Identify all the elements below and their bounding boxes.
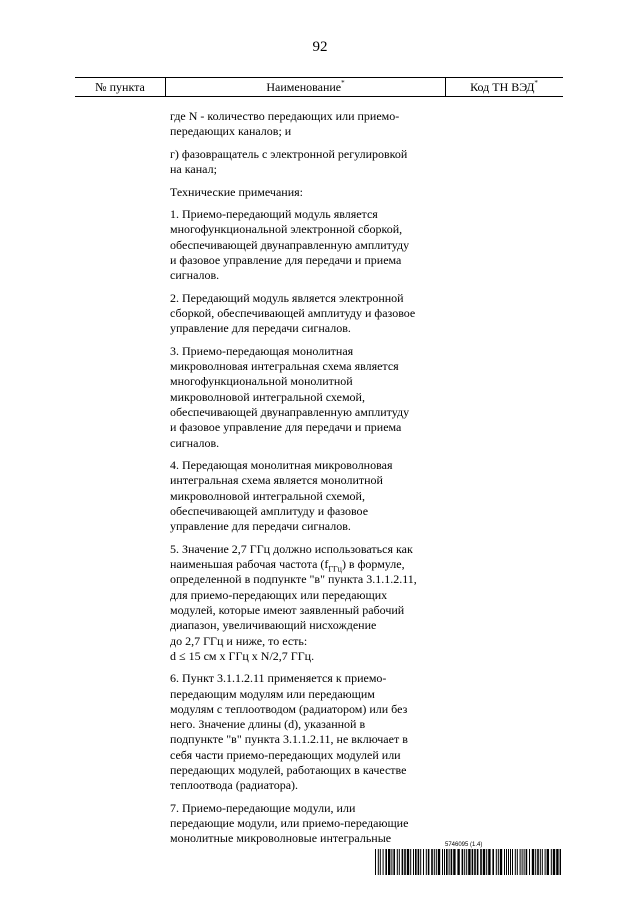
barcode-area: [375, 842, 561, 880]
paragraph: 4. Передающая монолитная микроволновая интегральная схема является монолитной микроволновой интегральной схемой, обеспечивающей амплитуду и фазовое управление для передачи сигналов.: [170, 458, 393, 534]
footnote-mark: *: [534, 79, 538, 87]
paragraph: 2. Передающий модуль является электронной сборкой, обеспечивающей амплитуду и фазовое управление для передачи сигналов.: [170, 290, 416, 336]
note-5-line: наименьшая рабочая частота (f: [170, 557, 329, 572]
table-header: [75, 77, 563, 97]
paragraph: г) фазовращатель с электронной регулировкой на канал;: [170, 146, 408, 177]
paragraph: 7. Приемо-передающие модули, или передающие модули, или приемо-передающие монолитные микроволновые интегральные: [170, 800, 409, 846]
note-5-text: определенной в подпункте "в" пункта 3.1.1.2.11, для приемо-передающих или передающих модулей, которые имеют заявленный рабочий диапазон, увеличивающий нисхождение до 2,7 ГГц и ниже, то есть:: [170, 572, 417, 648]
note-5-line: ) в формуле,: [341, 557, 405, 572]
paragraph: 1. Приемо-передающий модуль является многофункциональной электронной сборкой, обеспечивающей двунаправленную амплитуду и фазовое управление для передачи и приема сигналов.: [170, 207, 410, 283]
paragraph: 6. Пункт 3.1.1.2.11 применяется к приемо- передающим модулям или передающим модулям с теплоотводом (радиатором) или без него. Значение длины (d), указанной в подпункте "в" пункта 3.1.1.2.11, не включает в себя части приемо-передающих модулей или передающих модулей, работающих в качестве теплоотвода (радиатора).: [170, 671, 408, 793]
header-item-number: № пункта: [95, 80, 145, 94]
note-5: [170, 542, 440, 664]
barcode-icon: [375, 849, 561, 875]
paragraph: 3. Приемо-передающая монолитная микроволновая интегральная схема является многофункциональной монолитной микроволновой интегральной схемой, обеспечивающей двунаправленную амплитуду и фазовое управление для передачи и приема сигналов.: [170, 343, 410, 450]
frequency-subscript: ГГц: [328, 564, 342, 574]
document-body: [170, 109, 440, 854]
footnote-mark: *: [341, 79, 345, 87]
note-5-line: 5. Значение 2,7 ГГц должно использоваться как: [170, 541, 413, 556]
page-number: 92: [312, 39, 328, 55]
header-code: Код ТН ВЭД*: [470, 79, 538, 94]
paragraph: где N - количество передающих или приемо- передающих каналов; и: [170, 109, 400, 139]
barcode-label: 5746095 (1.4): [445, 842, 483, 848]
formula: d ≤ 15 см x ГГц x N/2,7 ГГц.: [170, 648, 315, 663]
header-name: Наименование*: [165, 78, 446, 96]
paragraph: Технические примечания:: [170, 184, 303, 199]
